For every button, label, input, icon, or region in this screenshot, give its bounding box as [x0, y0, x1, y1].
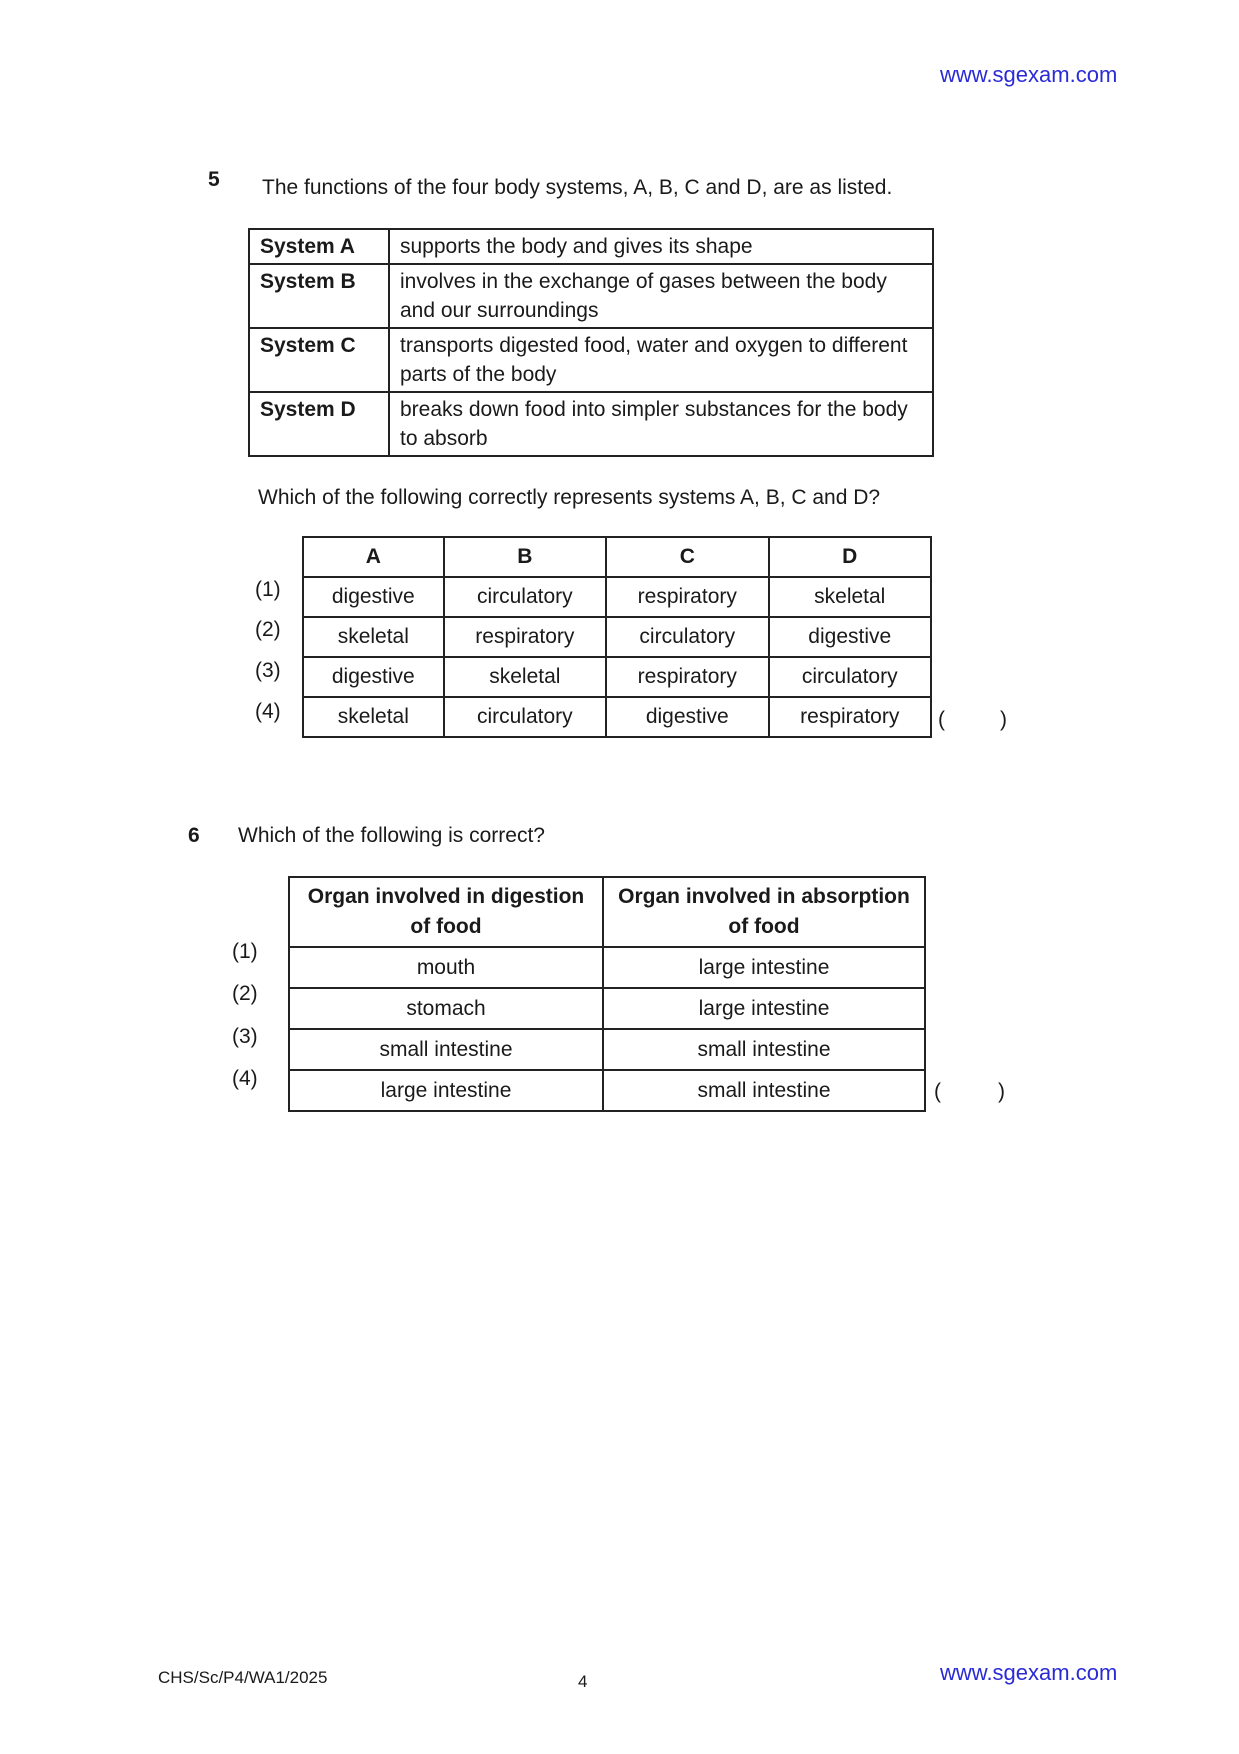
- question-5-number: 5: [208, 168, 220, 191]
- options-table-q5: [302, 536, 932, 738]
- column-header: Organ involved in digestion of food: [289, 877, 603, 947]
- table-cell: respiratory: [606, 657, 768, 697]
- option-row: [289, 1070, 925, 1111]
- option-label: (1): [255, 578, 281, 601]
- system-label: System B: [249, 264, 389, 328]
- footer-page-number: 4: [578, 1672, 588, 1691]
- option-label: (4): [232, 1067, 258, 1090]
- table-cell: large intestine: [603, 947, 925, 988]
- option-label: (3): [232, 1025, 258, 1048]
- system-label: System D: [249, 392, 389, 456]
- system-label: System C: [249, 328, 389, 392]
- column-header: D: [769, 537, 932, 577]
- table-cell: circulatory: [606, 617, 768, 657]
- table-cell: skeletal: [303, 617, 444, 657]
- table-cell: digestive: [769, 617, 932, 657]
- options-table-q6: [288, 876, 926, 1112]
- answer-bracket-open: (: [938, 708, 945, 731]
- table-cell: respiratory: [444, 617, 606, 657]
- column-header: C: [606, 537, 768, 577]
- table-cell: small intestine: [603, 1029, 925, 1070]
- column-header: Organ involved in absorption of food: [603, 877, 925, 947]
- system-function: transports digested food, water and oxygen to different parts of the body: [389, 328, 933, 392]
- header-url[interactable]: www.sgexam.com: [940, 62, 1118, 87]
- column-header: A: [303, 537, 444, 577]
- option-label: (2): [255, 618, 281, 641]
- option-label: (3): [255, 659, 281, 682]
- table-cell: large intestine: [603, 988, 925, 1029]
- option-label: (2): [232, 982, 258, 1005]
- option-label: (4): [255, 700, 281, 723]
- table-cell: digestive: [606, 697, 768, 737]
- table-cell: skeletal: [303, 697, 444, 737]
- option-row: [303, 577, 931, 617]
- system-row: [249, 229, 933, 264]
- table-cell: circulatory: [444, 577, 606, 617]
- table-cell: small intestine: [603, 1070, 925, 1111]
- table-cell: small intestine: [289, 1029, 603, 1070]
- system-row: [249, 392, 933, 456]
- system-row: [249, 264, 933, 328]
- question-5-question: Which of the following correctly represents systems A, B, C and D?: [258, 486, 881, 509]
- table-cell: circulatory: [769, 657, 932, 697]
- system-label: System A: [249, 229, 389, 264]
- option-row: [303, 697, 931, 737]
- footer-paper-code: CHS/Sc/P4/WA1/2025: [158, 1668, 328, 1687]
- column-header: B: [444, 537, 606, 577]
- option-row: [289, 1029, 925, 1070]
- system-row: [249, 328, 933, 392]
- answer-bracket-open: (: [934, 1080, 941, 1103]
- table-cell: respiratory: [606, 577, 768, 617]
- question-5-prompt: The functions of the four body systems, A, B, C and D, are as listed.: [262, 176, 893, 199]
- option-row: [303, 657, 931, 697]
- systems-table: [248, 228, 934, 457]
- footer-url[interactable]: www.sgexam.com: [940, 1660, 1118, 1685]
- option-row: [303, 617, 931, 657]
- table-header-row: [289, 877, 925, 947]
- option-row: [289, 988, 925, 1029]
- table-cell: skeletal: [769, 577, 932, 617]
- question-6-number: 6: [188, 824, 200, 847]
- table-cell: large intestine: [289, 1070, 603, 1111]
- system-function: involves in the exchange of gases between the body and our surroundings: [389, 264, 933, 328]
- question-6-question: Which of the following is correct?: [238, 824, 545, 847]
- table-cell: digestive: [303, 577, 444, 617]
- table-cell: digestive: [303, 657, 444, 697]
- system-function: breaks down food into simpler substances for the body to absorb: [389, 392, 933, 456]
- answer-bracket-close: ): [998, 1080, 1005, 1103]
- option-row: [289, 947, 925, 988]
- table-cell: circulatory: [444, 697, 606, 737]
- table-cell: stomach: [289, 988, 603, 1029]
- answer-bracket-close: ): [1000, 708, 1007, 731]
- option-label: (1): [232, 940, 258, 963]
- table-header-row: [303, 537, 931, 577]
- system-function: supports the body and gives its shape: [389, 229, 933, 264]
- table-cell: skeletal: [444, 657, 606, 697]
- table-cell: mouth: [289, 947, 603, 988]
- table-cell: respiratory: [769, 697, 932, 737]
